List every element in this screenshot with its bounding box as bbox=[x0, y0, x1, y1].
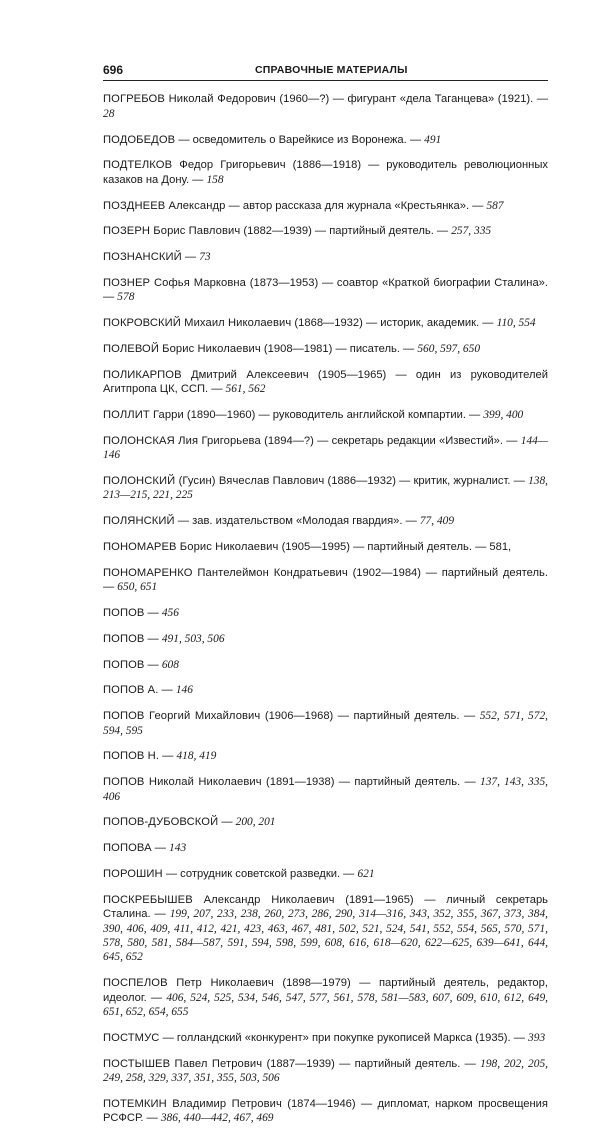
index-entry bbox=[103, 709, 548, 738]
entry-description: — осведомитель о Варейкисе из Воронежа. — bbox=[175, 133, 425, 146]
entry-name: ПОГРЕБОВ Николай Федорович bbox=[103, 93, 276, 106]
index-entry bbox=[103, 566, 548, 595]
page-number: 696 bbox=[103, 63, 124, 77]
entry-description: (1891—1965) — личный секретарь Сталина. — bbox=[103, 893, 548, 921]
entry-description: (1874—1946) — дипломат, нарком просвещения РСФСР. — bbox=[103, 1097, 548, 1125]
entry-description: — автор рассказа для журнала «Крестьянка». — bbox=[225, 199, 487, 212]
index-entry bbox=[103, 893, 548, 965]
entry-name: ПОПОВ bbox=[103, 606, 145, 619]
entry-description: (1887—1939) — партийный деятель. — bbox=[262, 1057, 481, 1070]
entry-description: — bbox=[144, 658, 162, 671]
entry-name: ПОЛОНСКИЙ (Гусин) Вячеслав Павлович bbox=[103, 474, 325, 487]
entry-description: — bbox=[144, 606, 162, 619]
entry-name: ПОЛЛИТ Гарри bbox=[103, 408, 184, 421]
entry-page-refs: 144—146 bbox=[103, 434, 548, 462]
entry-description: (1908—1981) — писатель. — bbox=[260, 342, 418, 355]
entry-page-refs: 110, 554 bbox=[496, 317, 536, 330]
entry-name: ПОРОШИН bbox=[103, 867, 163, 880]
entry-page-refs: 578 bbox=[117, 291, 135, 304]
entry-page-refs: 456 bbox=[161, 606, 179, 619]
entry-name: ПОДОБЕДОВ bbox=[103, 133, 176, 146]
index-entry bbox=[103, 1097, 548, 1126]
entry-page-refs: 552, 571, 572, 594, 595 bbox=[103, 710, 548, 737]
index-entry bbox=[103, 133, 548, 147]
entry-description: (1960—?) — фигурант «дела Таганцева» (1921). — bbox=[275, 93, 548, 106]
index-entry bbox=[103, 408, 548, 422]
entry-description: — bbox=[159, 750, 177, 763]
index-entry bbox=[103, 224, 548, 238]
entry-page-refs: 491 bbox=[424, 133, 442, 146]
entry-name: ПОПОВ-ДУБОВСКОЙ bbox=[103, 816, 219, 829]
index-entry bbox=[103, 434, 548, 463]
running-head bbox=[103, 62, 548, 81]
entry-name: ПОНОМАРЕНКО Пантелеймон Кондратьевич bbox=[103, 566, 348, 579]
entry-name: ПОЛИКАРПОВ Дмитрий Алексеевич bbox=[103, 368, 309, 381]
entry-page-refs: 158 bbox=[206, 173, 224, 186]
entry-name: ПОСТЫШЕВ Павел Петрович bbox=[103, 1057, 263, 1070]
entry-description: (1882—1939) — партийный деятель. — bbox=[240, 225, 452, 238]
entry-description: — bbox=[151, 842, 170, 855]
index-entry bbox=[103, 474, 548, 503]
index-entry bbox=[103, 658, 548, 672]
entry-description: (1906—1968) — партийный деятель. — bbox=[260, 710, 480, 723]
entry-page-refs: 146 bbox=[175, 684, 193, 697]
entry-page-refs: 621 bbox=[357, 867, 375, 880]
entry-name: ПОСТМУС bbox=[103, 1031, 160, 1044]
entry-name: ПОПОВ Николай Николаевич bbox=[103, 776, 262, 789]
index-entry bbox=[103, 158, 548, 187]
entry-description: — голландский «конкурент» при покупке рукописей Маркса (1935). — bbox=[159, 1031, 529, 1044]
entry-name: ПОЗДНЕЕВ Александр bbox=[103, 199, 226, 212]
entry-description: (1894—?) — секретарь редакции «Известий». — bbox=[260, 434, 521, 447]
entry-description: (1905—1995) — партийный деятель. — 581, bbox=[278, 540, 512, 553]
entry-page-refs: 143 bbox=[169, 842, 187, 855]
entry-page-refs: 560, 597, 650 bbox=[417, 342, 481, 355]
entry-name: ПОЛОНСКАЯ Лия Григорьева bbox=[103, 434, 261, 447]
entry-description: — bbox=[218, 816, 236, 829]
index-entry bbox=[103, 606, 548, 620]
entry-page-refs: 491, 503, 506 bbox=[161, 632, 225, 645]
index-entry bbox=[103, 841, 548, 855]
entry-page-refs: 386, 440—442, 467, 469 bbox=[160, 1112, 274, 1125]
entry-page-refs: 406, 524, 525, 534, 546, 547, 577, 561, 578, 581—583, 607, 609, 610, 612, 649, 651, 652, 654, 655 bbox=[103, 991, 548, 1018]
entry-description: (1873—1953) — соавтор «Краткой биографии Сталина». — bbox=[103, 276, 548, 304]
entry-description: (1902—1984) — партийный деятель. — bbox=[103, 566, 548, 594]
index-entry bbox=[103, 316, 548, 330]
entry-description: (1868—1932) — историк, академик. — bbox=[291, 317, 497, 330]
section-title: СПРАВОЧНЫЕ МАТЕРИАЛЫ bbox=[255, 64, 408, 76]
entry-name: ПОКРОВСКИЙ Михаил Николаевич bbox=[103, 317, 292, 330]
index-entry bbox=[103, 1031, 548, 1045]
entry-page-refs: 257, 335 bbox=[451, 225, 492, 238]
entry-description: (1886—1932) — критик, журналист. — bbox=[324, 474, 529, 487]
index-entry bbox=[103, 749, 548, 763]
entry-description: — bbox=[181, 251, 200, 264]
entry-page-refs: 73 bbox=[199, 251, 211, 264]
entry-description: — bbox=[144, 632, 162, 645]
entry-name: ПОНОМАРЕВ Борис Николаевич bbox=[103, 540, 279, 553]
index-entry bbox=[103, 775, 548, 804]
entry-description: (1898—1979) — партийный деятель, редактор, идеолог. — bbox=[103, 977, 548, 1004]
entry-name: ПОСКРЕБЫШЕВ Александр Николаевич bbox=[103, 893, 335, 906]
entry-description: (1890—1960) — руководитель английской компартии. — bbox=[183, 408, 484, 421]
entry-page-refs: 77, 409 bbox=[419, 515, 455, 528]
entry-description: — зав. издательством «Молодая гвардия». — bbox=[174, 515, 420, 528]
entry-name: ПОПОВ bbox=[103, 632, 145, 645]
entry-page-refs: 28 bbox=[103, 107, 115, 120]
index-entry bbox=[103, 815, 548, 829]
entry-page-refs: 399, 400 bbox=[483, 408, 524, 421]
entry-page-refs: 650, 651 bbox=[117, 581, 158, 594]
entry-name: ПОЗЕРН Борис Павлович bbox=[103, 225, 241, 238]
entry-name: ПОЛЯНСКИЙ bbox=[103, 515, 175, 528]
entry-page-refs: 587 bbox=[486, 199, 504, 212]
book-page bbox=[103, 62, 548, 1130]
index-entry bbox=[103, 683, 548, 697]
index-entry bbox=[103, 867, 548, 881]
index-entry bbox=[103, 199, 548, 213]
entry-name: ПОПОВ bbox=[103, 658, 145, 671]
entry-page-refs: 138, 213—215, 221, 225 bbox=[103, 474, 548, 502]
entry-page-refs: 393 bbox=[528, 1031, 546, 1044]
entry-name: ПОДТЕЛКОВ Федор Григорьевич bbox=[103, 159, 286, 172]
index-entry bbox=[103, 976, 548, 1019]
entry-description: — сотрудник советской разведки. — bbox=[162, 867, 358, 880]
index-entry bbox=[103, 514, 548, 528]
entry-page-refs: 561, 562 bbox=[225, 383, 266, 396]
entry-page-refs: 137, 143, 335, 406 bbox=[103, 776, 548, 803]
entry-name: ПОЗНЕР Софья Марковна bbox=[103, 276, 247, 289]
entry-description: (1891—1938) — партийный деятель. — bbox=[261, 776, 481, 789]
entry-name: ПОЛЕВОЙ Борис Николаевич bbox=[103, 342, 261, 355]
index-entry bbox=[103, 92, 548, 121]
entry-name: ПОПОВ Н. bbox=[103, 750, 160, 763]
entry-name: ПОСПЕЛОВ Петр Николаевич bbox=[103, 977, 274, 990]
entry-name: ПОПОВ А. bbox=[103, 684, 159, 697]
entry-name: ПОПОВА bbox=[103, 842, 152, 855]
index-entry bbox=[103, 632, 548, 646]
entry-description: — bbox=[158, 684, 176, 697]
entry-name: ПОПОВ Георгий Михайлович bbox=[103, 710, 261, 723]
entry-description: (1886—1918) — руководитель революционных казаков на Дону. — bbox=[103, 159, 548, 186]
entry-page-refs: 418, 419 bbox=[176, 750, 217, 763]
entry-description: (1905—1965) — один из руководителей Агитпропа ЦК, ССП. — bbox=[103, 368, 548, 396]
index-entry bbox=[103, 250, 548, 264]
index-entry bbox=[103, 540, 548, 554]
index-entries bbox=[103, 92, 548, 1125]
entry-name: ПОЗНАНСКИЙ bbox=[103, 251, 182, 264]
index-entry bbox=[103, 1057, 548, 1086]
index-entry bbox=[103, 368, 548, 397]
entry-name: ПОТЕМКИН Владимир Петрович bbox=[103, 1097, 282, 1110]
entry-page-refs: 608 bbox=[161, 658, 179, 671]
index-entry bbox=[103, 276, 548, 305]
index-entry bbox=[103, 342, 548, 356]
entry-page-refs: 200, 201 bbox=[235, 816, 276, 829]
entry-page-refs: 198, 202, 205, 249, 258, 329, 337, 351, 355, 503, 506 bbox=[103, 1057, 548, 1084]
entry-page-refs: 199, 207, 233, 238, 260, 273, 286, 290, 314—316, 343, 352, 355, 367, 373, 384, 390, 406, 409, 411, 412, 421, 423, 463, 467, 481, 502, 521, 524, 541, 552, 554, 565, 570, 571, 578, 580, 581, 584—587, 591, 594, 598, 599, 608, 616, 618—620, 622—625, 639—641, 644, 645, 652 bbox=[103, 908, 548, 964]
